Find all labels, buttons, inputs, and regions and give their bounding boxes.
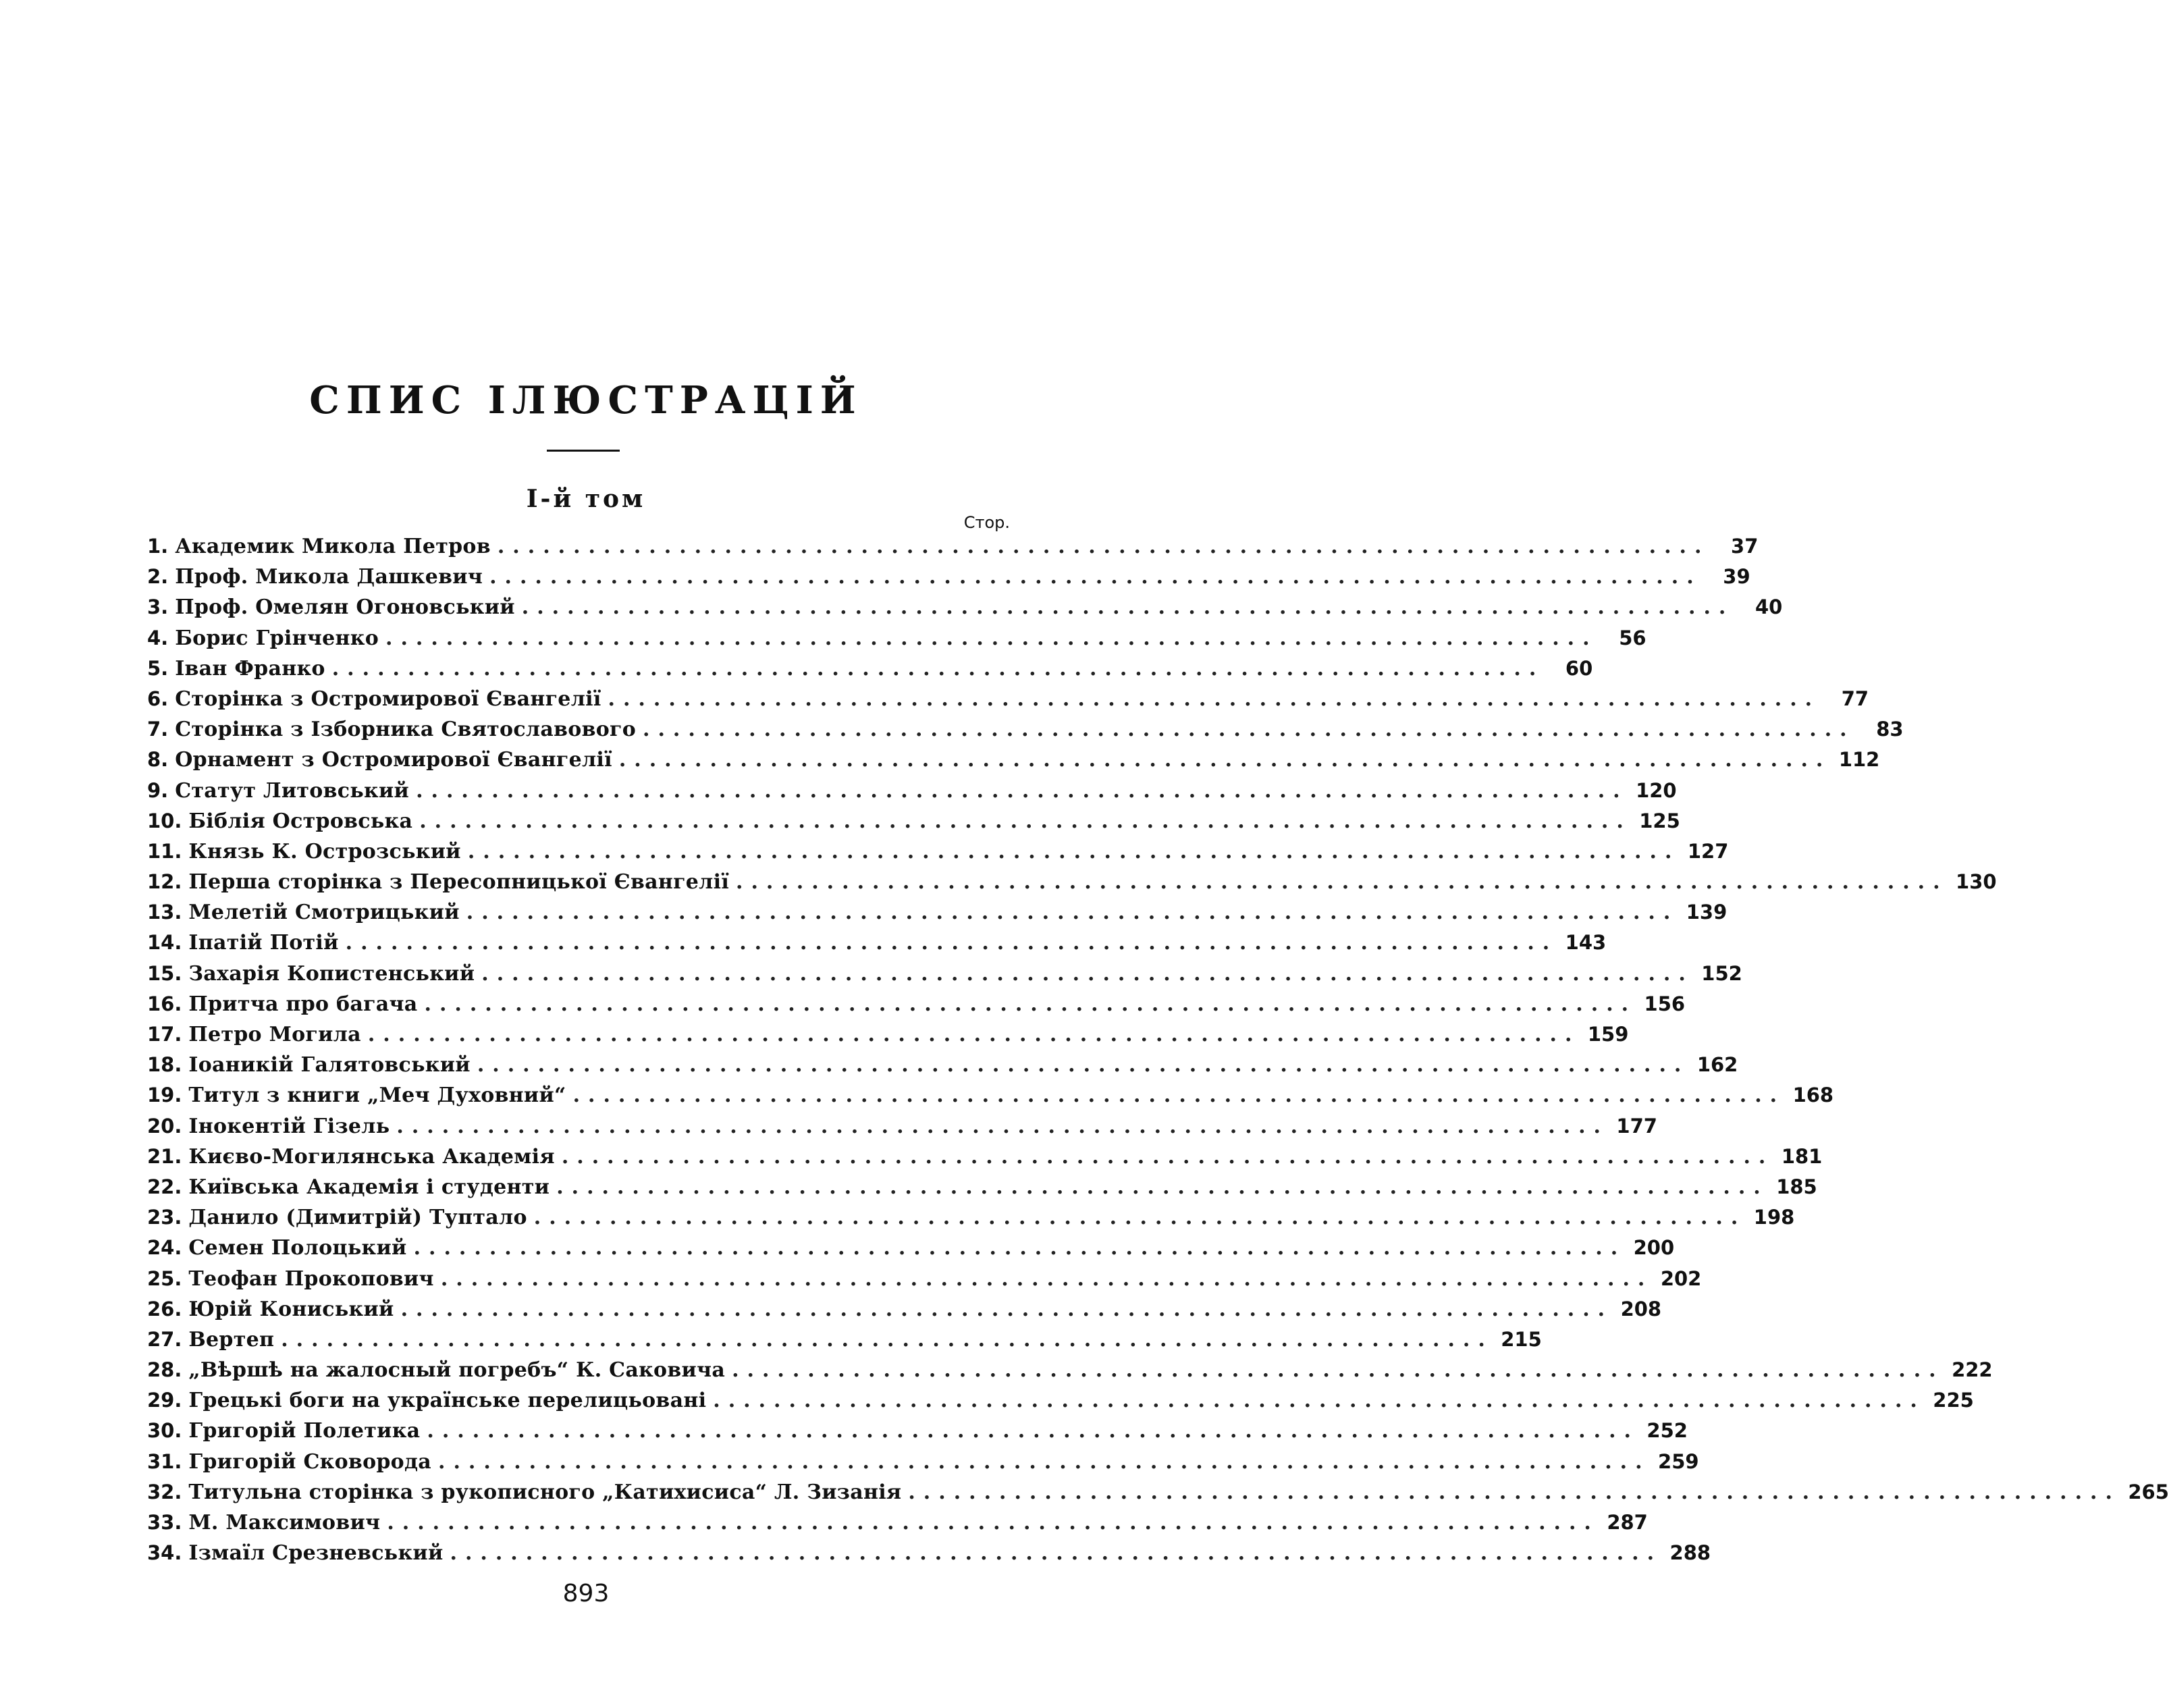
dot-leader: ................................................................................: [713, 1389, 1925, 1413]
entry-page-number: 208: [1620, 1297, 1662, 1320]
page-title: СПИС ІЛЮСТРАЦІЙ: [309, 378, 863, 423]
dot-leader: ................................................................................: [387, 1511, 1599, 1534]
entry-title: Петро Могила: [188, 1023, 361, 1046]
entry-page-number: 152: [1701, 961, 1742, 985]
dot-leader: ................................................................................: [467, 839, 1680, 863]
illustration-list: [147, 535, 2169, 1572]
entry-page-number: 125: [1639, 809, 1680, 832]
entry-page-number: 60: [1565, 656, 1593, 680]
page-column-label: Стор.: [963, 513, 1010, 532]
entry-number: 23.: [147, 1206, 182, 1229]
list-item: [147, 1327, 1542, 1358]
dot-leader: ................................................................................: [396, 1114, 1609, 1138]
dot-leader: ................................................................................: [521, 595, 1734, 620]
entry-number: 32.: [147, 1480, 182, 1503]
dot-leader: ................................................................................: [556, 1175, 1769, 1199]
dot-leader: ................................................................................: [466, 901, 1679, 925]
entry-title: Сторінка з Остромирової Євангелії: [175, 687, 601, 711]
entry-page-number: 37: [1731, 535, 1759, 558]
list-item: [147, 809, 1680, 840]
entry-title: Біблія Островська: [188, 809, 413, 833]
entry-page-number: 185: [1776, 1175, 1817, 1198]
entry-number: 31.: [147, 1449, 182, 1473]
entry-page-number: 139: [1686, 901, 1728, 924]
list-item: [147, 1511, 1648, 1541]
dot-leader: ................................................................................: [416, 778, 1628, 803]
entry-number: 27.: [147, 1327, 182, 1351]
entry-page-number: 162: [1696, 1053, 1738, 1077]
entry-number: 13.: [147, 901, 182, 924]
list-item: [147, 1266, 1702, 1298]
entry-number: 29.: [147, 1389, 182, 1412]
list-item: [147, 748, 1880, 778]
entry-page-number: 177: [1616, 1114, 1657, 1138]
entry-title: Ізмаїл Срезневський: [188, 1541, 444, 1566]
entry-number: 19.: [147, 1084, 182, 1107]
list-item: [147, 1084, 1834, 1114]
list-item: [147, 1358, 1993, 1389]
entry-number: 8.: [147, 748, 169, 772]
list-item: [147, 595, 1783, 626]
list-item: [147, 656, 1593, 687]
entry-number: 7.: [147, 718, 169, 741]
list-item: [147, 1541, 1711, 1572]
entry-page-number: 159: [1587, 1023, 1629, 1046]
entry-page-number: 265: [2128, 1480, 2169, 1503]
entry-page-number: 287: [1607, 1511, 1648, 1534]
entry-page-number: 215: [1501, 1327, 1542, 1351]
entry-title: Семен Полоцький: [188, 1236, 407, 1260]
entry-page-number: 225: [1933, 1389, 1974, 1412]
entry-title: Мелетій Смотрицький: [188, 901, 460, 925]
entry-title: Київська Академія і студенти: [188, 1175, 550, 1199]
list-item: [147, 535, 1759, 565]
entry-page-number: 200: [1633, 1236, 1675, 1260]
entry-title: Титул з книги „Меч Духовний“: [188, 1084, 566, 1108]
dot-leader: ................................................................................: [908, 1480, 2120, 1504]
entry-number: 12.: [147, 870, 182, 894]
list-item: [147, 1389, 1974, 1419]
entry-page-number: 288: [1669, 1541, 1711, 1565]
entry-number: 21.: [147, 1144, 182, 1168]
list-item: [147, 1023, 1629, 1053]
list-item: [147, 901, 1728, 931]
dot-leader: ................................................................................: [561, 1144, 1774, 1169]
entry-page-number: 39: [1723, 565, 1750, 589]
entry-title: Проф. Микола Дашкевич: [175, 565, 483, 589]
list-item: [147, 870, 1997, 901]
list-item: [147, 1206, 1795, 1236]
entry-number: 26.: [147, 1297, 182, 1320]
entry-title: Борис Грінченко: [175, 626, 379, 650]
dot-leader: ................................................................................: [331, 656, 1545, 680]
entry-title: Грецькі боги на українське перелицьовані: [188, 1389, 707, 1413]
entry-title: „Вѣршѣ на жалосный погребъ“ К. Саковича: [188, 1358, 726, 1383]
entry-number: 33.: [147, 1511, 182, 1534]
entry-number: 24.: [147, 1236, 182, 1260]
entry-number: 34.: [147, 1541, 182, 1565]
dot-leader: ................................................................................: [367, 1023, 1580, 1046]
list-item: [147, 778, 1677, 809]
list-item: [147, 992, 1686, 1023]
entry-page-number: 112: [1838, 748, 1880, 772]
entry-title: Києво-Могилянська Академія: [188, 1144, 555, 1169]
list-item: [147, 626, 1646, 657]
entry-page-number: 168: [1792, 1084, 1834, 1107]
dot-leader: ................................................................................: [413, 1236, 1626, 1260]
dot-leader: ................................................................................: [450, 1541, 1663, 1566]
list-item: [147, 1236, 1675, 1266]
entry-title: Проф. Омелян Огоновський: [175, 595, 515, 620]
entry-number: 1.: [147, 535, 169, 558]
list-item: [147, 931, 1607, 961]
entry-number: 11.: [147, 839, 182, 863]
dot-leader: ................................................................................: [385, 626, 1598, 650]
entry-page-number: 77: [1841, 687, 1869, 710]
dot-leader: ................................................................................: [440, 1266, 1653, 1291]
dot-leader: ................................................................................: [732, 1358, 1944, 1383]
dot-leader: ................................................................................: [489, 565, 1702, 589]
list-item: [147, 1449, 1699, 1480]
list-item: [147, 1175, 1817, 1206]
entry-number: 20.: [147, 1114, 182, 1138]
entry-title: Титульна сторінка з рукописного „Катихисиса“ Л. Зизанія: [188, 1480, 902, 1504]
dot-leader: ................................................................................: [424, 992, 1637, 1016]
list-item: [147, 1144, 1823, 1175]
volume-heading: І-й том: [526, 485, 646, 513]
entry-number: 18.: [147, 1053, 182, 1077]
entry-number: 22.: [147, 1175, 182, 1198]
dot-leader: ................................................................................: [438, 1449, 1651, 1474]
list-item: [147, 1480, 2169, 1511]
entry-title: Юрій Кониський: [188, 1297, 394, 1321]
entry-page-number: 56: [1619, 626, 1646, 649]
entry-title: Вертеп: [188, 1327, 275, 1352]
entry-number: 28.: [147, 1358, 182, 1382]
entry-number: 2.: [147, 565, 169, 589]
entry-page-number: 252: [1646, 1419, 1688, 1443]
entry-page-number: 222: [1952, 1358, 1993, 1382]
entry-title: Притча про багача: [188, 992, 418, 1016]
dot-leader: ................................................................................: [400, 1297, 1613, 1321]
list-item: [147, 1053, 1738, 1084]
entry-page-number: 83: [1876, 718, 1904, 741]
dot-leader: ................................................................................: [281, 1327, 1493, 1352]
dot-leader: ................................................................................: [481, 961, 1694, 986]
dot-leader: ................................................................................: [618, 748, 1831, 772]
list-item: [147, 839, 1729, 870]
entry-title: Інокентій Гізель: [188, 1114, 390, 1138]
dot-leader: ................................................................................: [427, 1419, 1639, 1443]
entry-number: 10.: [147, 809, 182, 832]
entry-title: Академик Микола Петров: [175, 535, 491, 558]
entry-title: Данило (Димитрій) Туптало: [188, 1206, 527, 1230]
dot-leader: ................................................................................: [419, 809, 1632, 833]
title-underline-rule: [547, 450, 620, 452]
dot-leader: ................................................................................: [643, 718, 1855, 742]
entry-title: Іоаникій Галятовський: [188, 1053, 471, 1077]
dot-leader: ................................................................................: [497, 535, 1710, 558]
entry-title: М. Максимович: [188, 1511, 381, 1534]
entry-number: 17.: [147, 1023, 182, 1046]
dot-leader: ................................................................................: [345, 931, 1558, 955]
entry-page-number: 40: [1755, 595, 1783, 619]
entry-number: 3.: [147, 595, 169, 619]
entry-page-number: 127: [1687, 839, 1729, 863]
entry-title: Григорій Полетика: [188, 1419, 421, 1443]
list-item: [147, 718, 1904, 748]
entry-page-number: 156: [1644, 992, 1686, 1015]
entry-page-number: 143: [1565, 931, 1607, 955]
entry-number: 25.: [147, 1266, 182, 1290]
entry-number: 4.: [147, 626, 169, 649]
dot-leader: ................................................................................: [533, 1206, 1746, 1230]
list-item: [147, 1297, 1662, 1328]
entry-page-number: 120: [1636, 778, 1677, 802]
entry-number: 9.: [147, 778, 169, 802]
entry-number: 15.: [147, 961, 182, 985]
entry-page-number: 259: [1658, 1449, 1699, 1473]
entry-number: 30.: [147, 1419, 182, 1443]
entry-number: 6.: [147, 687, 169, 710]
entry-title: Захарія Копистенський: [188, 961, 475, 986]
entry-page-number: 181: [1781, 1144, 1823, 1168]
entry-title: Статут Литовський: [175, 778, 410, 803]
dot-leader: ................................................................................: [477, 1053, 1690, 1077]
entry-number: 16.: [147, 992, 182, 1015]
dot-leader: ................................................................................: [736, 870, 1948, 895]
entry-title: Іван Франко: [175, 656, 325, 680]
entry-title: Перша сторінка з Пересопницької Євангелії: [188, 870, 730, 895]
entry-page-number: 130: [1956, 870, 1997, 894]
entry-title: Князь К. Острозський: [188, 839, 461, 863]
dot-leader: ................................................................................: [608, 687, 1821, 711]
list-item: [147, 687, 1869, 718]
entry-title: Сторінка з Ізборника Святославового: [175, 718, 637, 742]
entry-title: Іпатій Потій: [188, 931, 339, 955]
entry-title: Орнамент з Остромирової Євангелії: [175, 748, 612, 772]
dot-leader: ................................................................................: [572, 1084, 1786, 1108]
entry-title: Григорій Сковорода: [188, 1449, 432, 1474]
list-item: [147, 961, 1742, 992]
entry-page-number: 198: [1753, 1206, 1795, 1229]
entry-page-number: 202: [1660, 1266, 1702, 1290]
list-item: [147, 1114, 1657, 1145]
list-item: [147, 565, 1750, 595]
page-number: 893: [562, 1580, 610, 1607]
list-item: [147, 1419, 1688, 1449]
entry-number: 14.: [147, 931, 182, 955]
entry-number: 5.: [147, 656, 169, 680]
entry-title: Теофан Прокопович: [188, 1266, 434, 1291]
